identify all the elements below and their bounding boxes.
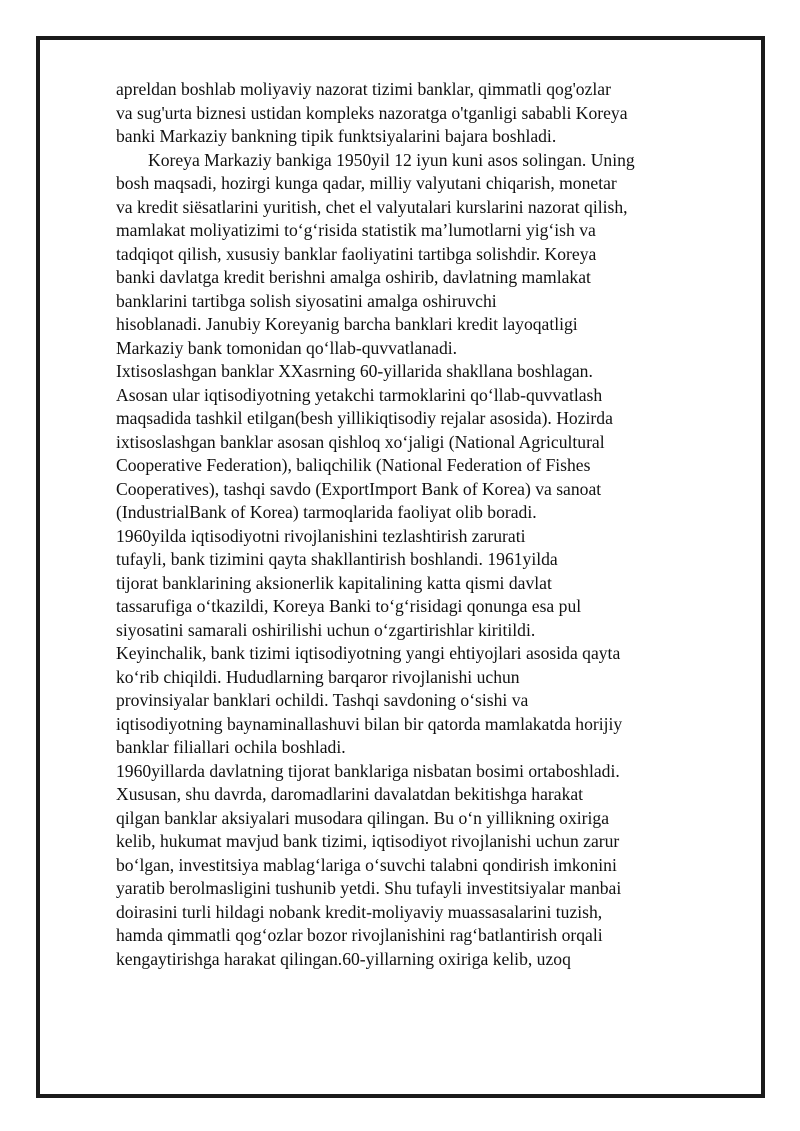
text-line: (IndustrialBank of Korea) tarmoqlarida faoliyat olib boradi. <box>116 502 537 522</box>
text-line: Cooperatives), tashqi savdo (ExportImport Bank of Korea) va sanoat <box>116 478 602 499</box>
text-line: Xususan, shu davrda, daromadlarini davalatdan bekitishga harakat <box>116 784 584 804</box>
text-line: Keyinchalik, bank tizimi iqtisodiyotning yangi ehtiyojlari asosida qayta <box>116 643 621 663</box>
text-line: bosh maqsadi, hozirgi kunga qadar, milliy valyutani chiqarish, monetar <box>116 173 617 193</box>
text-line: maqsadida tashkil etilgan(besh yillikiqtisodiy rejalar asosida). Hozirda <box>116 408 613 428</box>
text-line: doirasini turli hildagi nobank kredit-moliyaviy muassasalarini tuzish, <box>116 901 603 922</box>
text-line: va kredit siësatlarini yuritish, chet el valyutalari kurslarini nazorat qilish, <box>116 196 628 217</box>
text-line: bo‘lgan, investitsiya mablag‘lariga o‘suvchi talabni qondirish imkonini <box>116 854 617 875</box>
text-line: iqtisodiyotning baynaminallashuvi bilan bir qatorda mamlakatda horijiy <box>116 713 623 734</box>
text-line: tassarufiga o‘tkazildi, Koreya Banki to‘g‘risidagi qonunga esa pul <box>116 596 582 616</box>
text-line: qilgan banklar aksiyalari musodara qilingan. Bu o‘n yillikning oxiriga <box>116 807 610 828</box>
text-line: va sug'urta biznesi ustidan kompleks nazoratga o'tganligi sababli Koreya <box>116 102 628 123</box>
text-line: siyosatini samarali oshirilishi uchun o‘zgartirishlar kiritildi. <box>116 619 536 640</box>
text-line: tadqiqot qilish, xususiy banklar faoliyatini tartibga solishdir. Koreya <box>116 243 597 264</box>
text-line: 1960yilda iqtisodiyotni rivojlanishini tezlashtirish zarurati <box>116 525 526 546</box>
text-line: kengaytirishga harakat qilingan.60-yillarning oxiriga kelib, uzoq <box>116 948 571 969</box>
text-line: ixtisoslashgan banklar asosan qishloq xo‘jaligi (National Agricultural <box>116 431 605 452</box>
text-line: Koreya Markaziy bankiga 1950yil 12 iyun kuni asos solingan. Uning <box>148 149 635 170</box>
text-line: Asosan ular iqtisodiyotning yetakchi tarmoklarini qo‘llab-quvvatlash <box>116 384 603 405</box>
text-line: kelib, hukumat mavjud bank tizimi, iqtisodiyot rivojlanishi uchun zarur <box>116 831 620 851</box>
text-line: Cooperative Federation), baliqchilik (National Federation of Fishes <box>116 455 591 475</box>
text-line: ko‘rib chiqildi. Hududlarning barqaror rivojlanishi uchun <box>116 666 520 687</box>
text-line: yaratib berolmasligini tushunib yetdi. Shu tufayli investitsiyalar manbai <box>116 878 622 898</box>
text-line: 1960yillarda davlatning tijorat banklariga nisbatan bosimi ortaboshladi. <box>116 760 620 781</box>
text-line: hisoblanadi. Janubiy Koreyanig barcha banklari kredit layoqatligi <box>116 314 578 334</box>
text-line: banklarini tartibga solish siyosatini amalga oshiruvchi <box>116 290 497 311</box>
text-line: banki davlatga kredit berishni amalga oshirib, davlatning mamlakat <box>116 267 591 287</box>
text-line: apreldan boshlab moliyaviy nazorat tizimi banklar, qimmatli qog'ozlar <box>116 79 611 99</box>
text-line: banklar filiallari ochila boshladi. <box>116 737 346 757</box>
text-line: tufayli, bank tizimini qayta shakllantirish boshlandi. 1961yilda <box>116 549 558 569</box>
text-line: Ixtisoslashgan banklar XXasrning 60-yillarida shakllana boshlagan. <box>116 361 593 381</box>
text-line: Markaziy bank tomonidan qo‘llab-quvvatlanadi. <box>116 337 458 358</box>
text-line: mamlakat moliyatizimi to‘g‘risida statistik ma’lumotlarni yig‘ish va <box>116 220 596 240</box>
document-body <box>116 78 746 971</box>
text-line: tijorat banklarining aksionerlik kapitalining katta qismi davlat <box>116 572 552 593</box>
text-line: hamda qimmatli qog‘ozlar bozor rivojlanishini rag‘batlantirish orqali <box>116 925 603 945</box>
text-line: provinsiyalar banklari ochildi. Tashqi savdoning o‘sishi va <box>116 690 529 710</box>
text-line: banki Markaziy bankning tipik funktsiyalarini bajara boshladi. <box>116 126 557 146</box>
